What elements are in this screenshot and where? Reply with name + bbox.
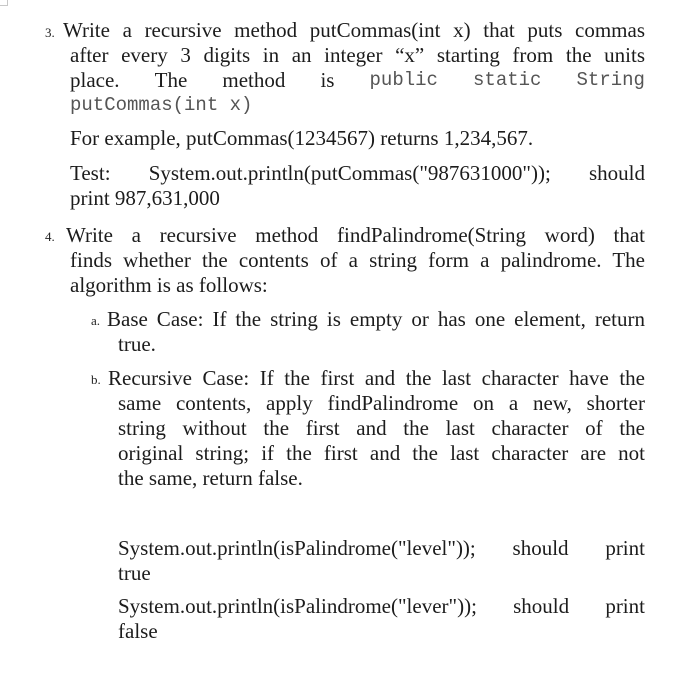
question-4-body [70, 248, 645, 298]
question-3-test-line1 [70, 161, 645, 186]
question-3-test [70, 161, 645, 211]
question-3-line3 [70, 68, 645, 93]
palindrome-test-1-code: System.out.println(isPalindrome("level")); [118, 536, 476, 560]
question-4-line2: finds whether the contents of a string form a palindrome. The [70, 248, 645, 272]
palindrome-test-1-should: should [512, 536, 569, 560]
subitem-b-line3: string without the first and the last character of the [118, 416, 645, 440]
question-3-line3-word2: The [154, 68, 188, 92]
palindrome-test-1 [118, 536, 645, 586]
question-3-line3-word1: place. [70, 68, 120, 92]
question-4-number: 4. [45, 229, 55, 244]
question-3-line3-word3: method [222, 68, 286, 92]
subitem-a-line2: true. [118, 332, 156, 356]
palindrome-test-1-print: print [605, 536, 645, 560]
palindrome-test-2-code: System.out.println(isPalindrome("lever")); [118, 594, 477, 618]
subitem-a-line2-wrap [118, 332, 645, 357]
question-3-test-code: System.out.println(putCommas("987631000")); [148, 161, 551, 185]
palindrome-test-1-result: true [118, 561, 151, 585]
question-4-line1-wrap [66, 223, 645, 248]
question-3-example-text: For example, putCommas(1234567) returns 1,234,567. [70, 126, 534, 150]
question-3-test-should: should [588, 161, 645, 185]
palindrome-test-2 [118, 594, 645, 644]
question-3-code-static: static [473, 69, 542, 91]
question-3-code-public: public [369, 69, 438, 91]
question-3-body [70, 43, 645, 118]
subitem-b-line2: same contents, apply findPalindrome on a new, shorter [118, 391, 645, 415]
subitem-b-line1-wrap [108, 366, 645, 391]
question-3-line1-wrap [63, 18, 645, 43]
subitem-b-line4: original string; if the first and the last character are not [118, 441, 645, 465]
palindrome-test-2-should: should [513, 594, 570, 618]
question-4-line3: algorithm is as follows: [70, 273, 268, 297]
question-3-number: 3. [45, 25, 55, 40]
question-3-line3-word4: is [320, 68, 335, 92]
question-3-code-signature: putCommas(int x) [70, 94, 253, 116]
subitem-b-line5: the same, return false. [118, 466, 303, 490]
subitem-b-body [118, 391, 645, 491]
subitem-a-line1: Base Case: If the string is empty or has one element, return [107, 307, 645, 331]
question-3-line2: after every 3 digits in an integer “x” starting from the units [70, 43, 645, 67]
palindrome-test-2-result: false [118, 619, 158, 643]
subitem-b-letter: b. [91, 372, 101, 387]
subitem-b-line1: Recursive Case: If the first and the last character have the [108, 366, 645, 390]
checkbox-corner [0, 0, 8, 6]
palindrome-test-2-print: print [605, 594, 645, 618]
palindrome-test-2-line1 [118, 594, 645, 619]
question-4-line1: Write a recursive method findPalindrome(String word) that [66, 223, 645, 247]
palindrome-test-1-line1 [118, 536, 645, 561]
question-3-code-string: String [576, 69, 645, 91]
subitem-a-line1-wrap [107, 307, 645, 332]
subitem-a-letter: a. [91, 313, 101, 328]
question-3-example [70, 126, 645, 151]
question-3-line1: Write a recursive method putCommas(int x) that puts commas [63, 18, 645, 42]
question-3-test-line2: print 987,631,000 [70, 186, 220, 210]
question-3-test-label: Test: [70, 161, 111, 185]
